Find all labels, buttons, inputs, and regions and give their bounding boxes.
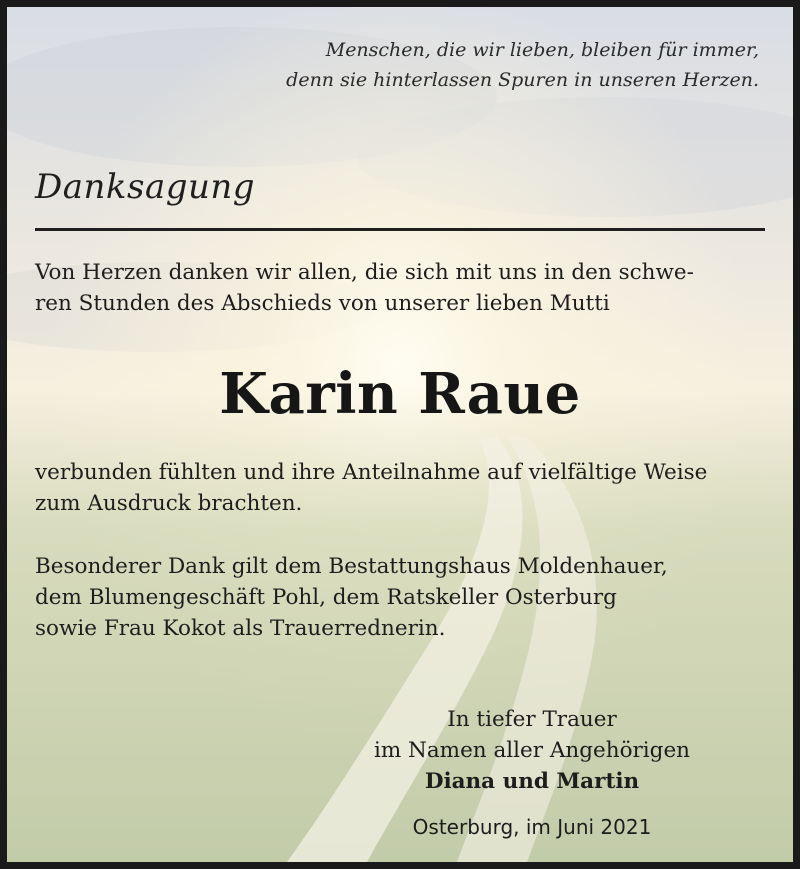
special-thanks-paragraph [35,551,770,644]
closing-line-1: In tiefer Trauer [447,707,617,732]
special-thanks-line-1: Besonderer Dank gilt dem Bestattungshaus Moldenhauer, [35,554,668,579]
special-thanks-line-2: dem Blumengeschäft Pohl, dem Ratskeller Osterburg [35,585,617,610]
heading-danksagung: Danksagung [35,167,256,207]
special-thanks-line-3: sowie Frau Kokot als Trauerrednerin. [35,616,446,641]
heading-divider [35,228,765,231]
motto-line-2: denn sie hinterlassen Spuren in unseren Herzen. [286,69,759,91]
intro-line-1: Von Herzen danken wir allen, die sich mit uns in den schwe- [35,260,694,285]
continuation-line-2: zum Ausdruck brachten. [35,491,303,516]
intro-paragraph [35,257,770,319]
place-and-date: Osterburg, im Juni 2021 [412,815,652,839]
signers: Diana und Martin [424,769,640,794]
motto-quote [239,35,759,95]
motto-line-1: Menschen, die wir lieben, bleiben für immer, [325,39,759,61]
deceased-name: Karin Raue [219,361,581,427]
intro-line-2: ren Stunden des Abschieds von unserer lieben Mutti [35,291,610,316]
continuation-line-1: verbunden fühlten und ihre Anteilnahme auf vielfältige Weise [35,460,708,485]
continuation-paragraph [35,457,770,519]
closing-block [367,704,697,797]
closing-line-2: im Namen aller Angehörigen [373,738,691,763]
